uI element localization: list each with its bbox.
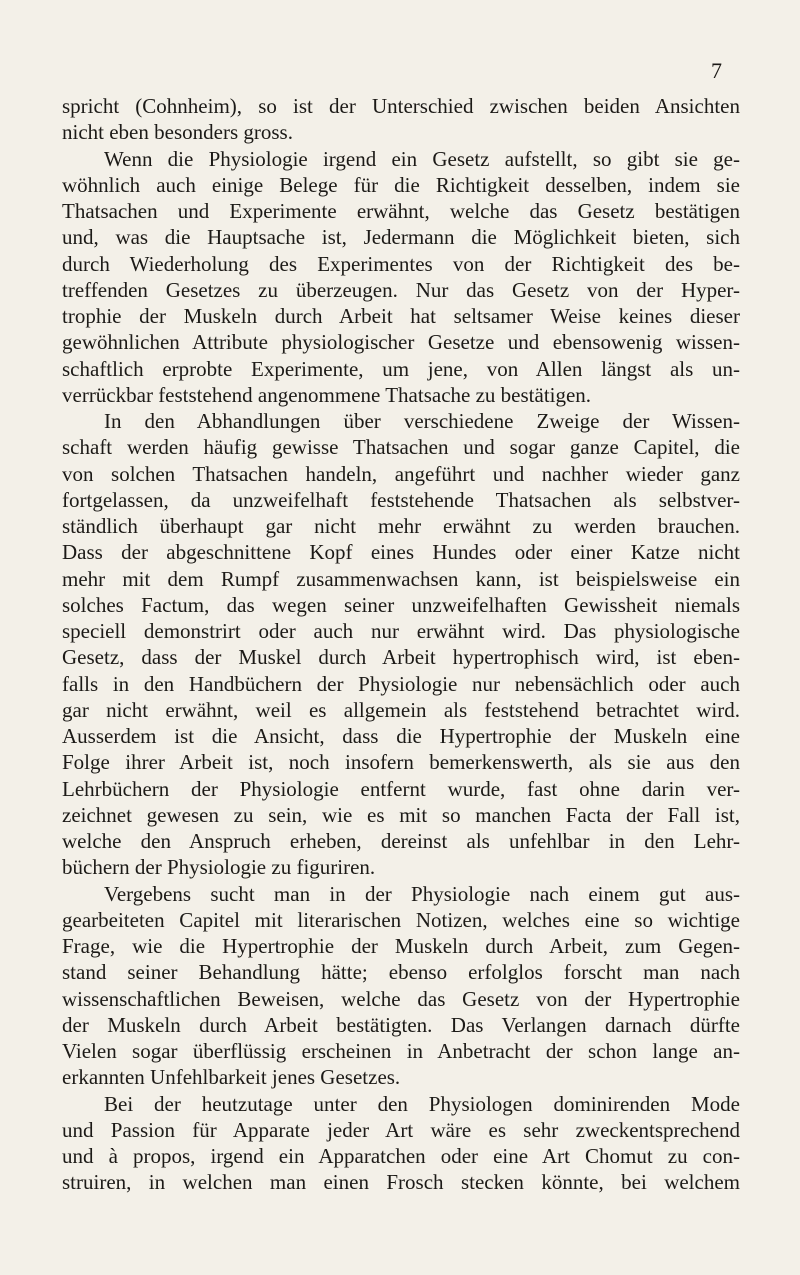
text-line: Lehrbüchern der Physiologie entfernt wurde, fast ohne darin ver- [62,776,740,801]
text-line: speciell demonstrirt oder auch nur erwähnt wird. Das physiologische [62,619,740,643]
text-line: spricht (Cohnheim), so ist der Unterschied zwischen beiden Ansichten [62,94,740,118]
text-line: treffenden Gesetzes zu überzeugen. Nur das Gesetz von der Hyper- [62,277,740,302]
text-line: Bei der heutzutage unter den Physiologen dominirenden Mode [104,1091,740,1116]
text-line: zeichnet gewesen zu sein, wie es mit so manchen Facta der Fall ist, [62,802,740,827]
text-line: erkannten Unfehlbarkeit jenes Gesetzes. [62,1065,401,1090]
text-line: Folge ihrer Arbeit ist, noch insofern bemerkenswerth, als sie aus den [62,750,740,775]
text-line: ständlich überhaupt gar nicht mehr erwähnt zu werden brauchen. [62,514,740,538]
text-line: durch Wiederholung des Experimentes von der Richtigkeit des be- [62,251,740,276]
body-text [62,93,740,1196]
text-line: Ausserdem ist die Ansicht, dass die Hypertrophie der Muskeln eine [62,724,740,748]
text-line: Thatsachen und Experimente erwähnt, welche das Gesetz bestätigen [62,199,740,223]
text-line: und à propos, irgend ein Apparatchen oder eine Art Chomut zu con- [62,1144,740,1168]
text-line: gewöhnlichen Attribute physiologischer Gesetze und ebensowenig wissen- [62,330,740,355]
text-line: und, was die Hauptsache ist, Jedermann die Möglichkeit bieten, sich [62,225,740,250]
text-line: von solchen Thatsachen handeln, angeführt und nachher wieder ganz [62,461,740,486]
text-line: verrückbar feststehend angenommene Thatsache zu bestätigen. [62,382,592,407]
text-line: der Muskeln durch Arbeit bestätigten. Das Verlangen darnach dürfte [62,1012,740,1037]
text-line: trophie der Muskeln durch Arbeit hat seltsamer Weise keines dieser [62,304,740,328]
text-line: schaft werden häufig gewisse Thatsachen und sogar ganze Capitel, die [62,435,740,460]
text-line: wissenschaftlichen Beweisen, welche das Gesetz von der Hypertrophie [62,986,740,1011]
text-line: fortgelassen, da unzweifelhaft feststehende Thatsachen als selbstver- [62,487,740,512]
text-line: stand seiner Behandlung hätte; ebenso erfolglos forscht man nach [62,960,740,985]
text-line: büchern der Physiologie zu figuriren. [62,855,376,880]
text-line: Frage, wie die Hypertrophie der Muskeln durch Arbeit, zum Gegen- [62,934,740,958]
text-line: falls in den Handbüchern der Physiologie nur nebensächlich oder auch [62,671,740,696]
text-line: wöhnlich auch einige Belege für die Richtigkeit desselben, indem sie [62,172,740,197]
text-line: welche den Anspruch erheben, dereinst als unfehlbar in den Lehr- [62,829,740,853]
text-line: gearbeiteten Capitel mit literarischen Notizen, welches eine so wichtige [62,907,740,932]
text-line: struiren, in welchen man einen Frosch stecken könnte, bei welchem [62,1170,740,1195]
text-line: solches Factum, das wegen seiner unzweifelhaften Gewissheit niemals [62,592,740,617]
text-line: Wenn die Physiologie irgend ein Gesetz aufstellt, so gibt sie ge- [104,146,740,171]
text-line: und Passion für Apparate jeder Art wäre es sehr zweckentsprechend [62,1117,740,1142]
text-line: Vielen sogar überflüssig erscheinen in Anbetracht der schon lange an- [62,1039,740,1063]
page-number: 7 [711,58,722,83]
text-line: Dass der abgeschnittene Kopf eines Hundes oder einer Katze nicht [62,540,740,565]
text-line: Vergebens sucht man in der Physiologie nach einem gut aus- [104,881,740,906]
text-line: schaftlich erprobte Experimente, um jene, von Allen längst als un- [62,356,740,381]
text-line: nicht eben besonders gross. [62,120,293,145]
text-line: In den Abhandlungen über verschiedene Zweige der Wissen- [104,409,740,433]
text-line: Gesetz, dass der Muskel durch Arbeit hypertrophisch wird, ist eben- [62,645,740,670]
text-line: mehr mit dem Rumpf zusammenwachsen kann, ist beispielsweise ein [62,566,740,591]
text-line: gar nicht erwähnt, weil es allgemein als feststehend betrachtet wird. [62,697,740,722]
